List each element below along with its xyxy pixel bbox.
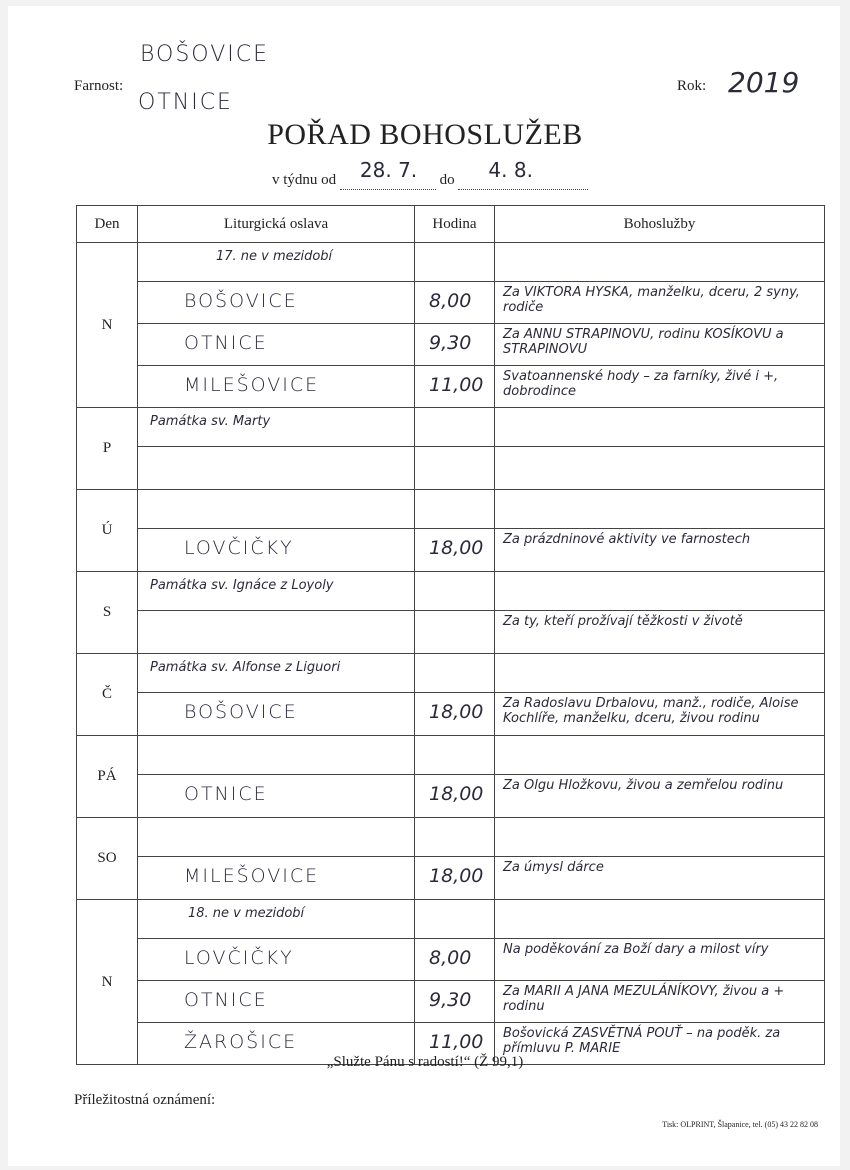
hour-text-cell: [415, 324, 495, 366]
service-text-cell: [495, 736, 825, 775]
week-to-field: [458, 158, 588, 190]
place-text: OTNICE: [184, 989, 268, 1011]
hour-text: 18,00: [429, 783, 484, 805]
day-cell: P: [77, 408, 138, 490]
service-text-cell: [495, 490, 825, 529]
hour-text-cell: [415, 611, 495, 654]
hour-text: 8,00: [429, 947, 472, 969]
liturgy-cell: [138, 447, 415, 490]
day-cell: SO: [77, 818, 138, 900]
celebration-text: 18. ne v mezidobí: [188, 906, 305, 921]
hour-text-cell: [415, 693, 495, 736]
service-text-cell: [495, 366, 825, 408]
table-row: [77, 900, 825, 939]
hour-text-cell: [415, 366, 495, 408]
motto: „Služte Pánu s radostí!“ (Ž 99,1): [326, 1054, 524, 1070]
liturgy-cell: [138, 818, 415, 857]
rok-value: 2019: [728, 66, 800, 99]
service-text-cell: [495, 857, 825, 900]
liturgy-cell: [138, 408, 415, 447]
service-text: Bošovická ZASVĚTNÁ POUŤ – na poděk. za přímluvu P. MARIE: [503, 1026, 781, 1056]
table-row: [77, 572, 825, 611]
service-text: Za VIKTORA HYSKA, manželku, dceru, 2 syny, rodiče: [503, 285, 800, 315]
day-cell: N: [77, 243, 138, 408]
place-text: MILEŠOVICE: [184, 865, 320, 887]
celebration-text: Památka sv. Alfonse z Liguori: [150, 660, 341, 675]
place-text: LOVČIČKY: [184, 537, 294, 559]
farnost-value-line1: BOŠOVICE: [140, 42, 270, 67]
liturgy-cell: [138, 981, 415, 1023]
hour-text-cell: [415, 490, 495, 529]
table-header-row: [77, 206, 825, 243]
liturgy-cell: [138, 572, 415, 611]
liturgy-cell: [138, 736, 415, 775]
hour-text: 18,00: [429, 537, 484, 559]
service-text: Za ANNU STRAPINOVU, rodinu KOSÍKOVU a STRAPINOVU: [503, 327, 784, 357]
service-text: Za úmysl dárce: [503, 860, 604, 875]
service-text: Za MARII A JANA MEZULÁNÍKOVY, živou a + rodinu: [503, 984, 785, 1014]
table-row: [77, 408, 825, 447]
hour-text: 18,00: [429, 865, 484, 887]
place-text: OTNICE: [184, 332, 268, 354]
hour-text-cell: [415, 243, 495, 282]
table-row: [77, 243, 825, 282]
service-text-cell: [495, 939, 825, 981]
table-row: [77, 611, 825, 654]
place-text: ŽAROŠICE: [184, 1031, 298, 1053]
hour-text-cell: [415, 981, 495, 1023]
table-row: [77, 366, 825, 408]
service-text-cell: [495, 654, 825, 693]
table-row: [77, 818, 825, 857]
table-row: [77, 775, 825, 818]
week-to-value: 4. 8.: [488, 158, 533, 182]
hour-text: 11,00: [429, 374, 484, 396]
header-bohosluzby: Bohoslužby: [495, 206, 825, 243]
header-hodina: Hodina: [415, 206, 495, 243]
service-text: Za Olgu Hložkovu, živou a zemřelou rodinu: [503, 778, 784, 793]
page-title: POŘAD BOHOSLUŽEB: [267, 118, 583, 151]
liturgy-cell: [138, 324, 415, 366]
place-text: BOŠOVICE: [184, 290, 298, 312]
hour-text-cell: [415, 775, 495, 818]
service-text: Za Radoslavu Drbalovu, manž., rodiče, Aloise Kochlíře, manželku, dceru, živou rodinu: [503, 696, 799, 726]
service-text: Za prázdninové aktivity ve farnostech: [503, 532, 751, 547]
table-row: [77, 939, 825, 981]
farnost-label: Farnost:: [74, 78, 124, 94]
place-text: OTNICE: [184, 783, 268, 805]
hour-text: 18,00: [429, 701, 484, 723]
service-text: Za ty, kteří prožívají těžkosti v životě: [503, 614, 743, 629]
place-text: LOVČIČKY: [184, 947, 294, 969]
liturgy-cell: [138, 282, 415, 324]
hour-text: 9,30: [429, 989, 472, 1011]
service-text: Na poděkování za Boží dary a milost víry: [503, 942, 769, 957]
hour-text: 8,00: [429, 290, 472, 312]
hour-text-cell: [415, 654, 495, 693]
liturgy-cell: [138, 243, 415, 282]
week-from-value: 28. 7.: [359, 158, 418, 182]
hour-text-cell: [415, 818, 495, 857]
header-liturgicka-oslava: Liturgická oslava: [138, 206, 415, 243]
table-row: [77, 857, 825, 900]
rok-label: Rok:: [677, 78, 707, 94]
week-to-label: do: [439, 172, 455, 188]
celebration-text: 17. ne v mezidobí: [216, 249, 333, 264]
schedule-table: [76, 205, 825, 1065]
hour-text-cell: [415, 736, 495, 775]
day-cell: S: [77, 572, 138, 654]
farnost-value-line2: OTNICE: [138, 90, 233, 115]
liturgy-cell: [138, 693, 415, 736]
service-text: Svatoannenské hody – za farníky, živé i +, dobrodince: [503, 369, 779, 399]
hour-text-cell: [415, 900, 495, 939]
liturgy-cell: [138, 366, 415, 408]
table-row: [77, 282, 825, 324]
hour-text-cell: [415, 282, 495, 324]
hour-text-cell: [415, 939, 495, 981]
celebration-text: Památka sv. Marty: [150, 414, 271, 429]
day-cell: Č: [77, 654, 138, 736]
service-text-cell: [495, 324, 825, 366]
service-text-cell: [495, 243, 825, 282]
table-row: [77, 447, 825, 490]
week-range: [272, 158, 588, 190]
liturgy-cell: [138, 529, 415, 572]
table-row: [77, 654, 825, 693]
hour-text: 9,30: [429, 332, 472, 354]
celebration-text: Památka sv. Ignáce z Loyoly: [150, 578, 334, 593]
hour-text: 11,00: [429, 1031, 484, 1053]
hour-text-cell: [415, 529, 495, 572]
service-text-cell: [495, 529, 825, 572]
service-text-cell: [495, 693, 825, 736]
table-row: [77, 693, 825, 736]
liturgy-cell: [138, 857, 415, 900]
announcements-label: Příležitostná oznámení:: [74, 1092, 216, 1108]
day-cell: N: [77, 900, 138, 1065]
liturgy-cell: [138, 654, 415, 693]
week-from-label: v týdnu od: [272, 172, 337, 188]
hour-text-cell: [415, 572, 495, 611]
week-from-field: [340, 158, 436, 190]
hour-text-cell: [415, 857, 495, 900]
service-text-cell: [495, 900, 825, 939]
liturgy-cell: [138, 611, 415, 654]
service-text-cell: [495, 775, 825, 818]
table-row: [77, 981, 825, 1023]
printer-info: Tisk: OLPRINT, Šlapanice, tel. (05) 43 22 82 08: [662, 1120, 818, 1129]
liturgy-cell: [138, 939, 415, 981]
day-cell: PÁ: [77, 736, 138, 818]
service-text-cell: [495, 408, 825, 447]
liturgy-cell: [138, 490, 415, 529]
day-cell: Ú: [77, 490, 138, 572]
service-text-cell: [495, 447, 825, 490]
place-text: BOŠOVICE: [184, 701, 298, 723]
hour-text-cell: [415, 447, 495, 490]
service-text-cell: [495, 572, 825, 611]
table-row: [77, 736, 825, 775]
hour-text-cell: [415, 408, 495, 447]
liturgy-cell: [138, 900, 415, 939]
liturgy-cell: [138, 775, 415, 818]
service-text-cell: [495, 818, 825, 857]
table-row: [77, 529, 825, 572]
service-text-cell: [495, 981, 825, 1023]
table-row: [77, 490, 825, 529]
table-row: [77, 324, 825, 366]
place-text: MILEŠOVICE: [184, 374, 320, 396]
service-text-cell: [495, 282, 825, 324]
header-den: Den: [77, 206, 138, 243]
service-text-cell: [495, 611, 825, 654]
